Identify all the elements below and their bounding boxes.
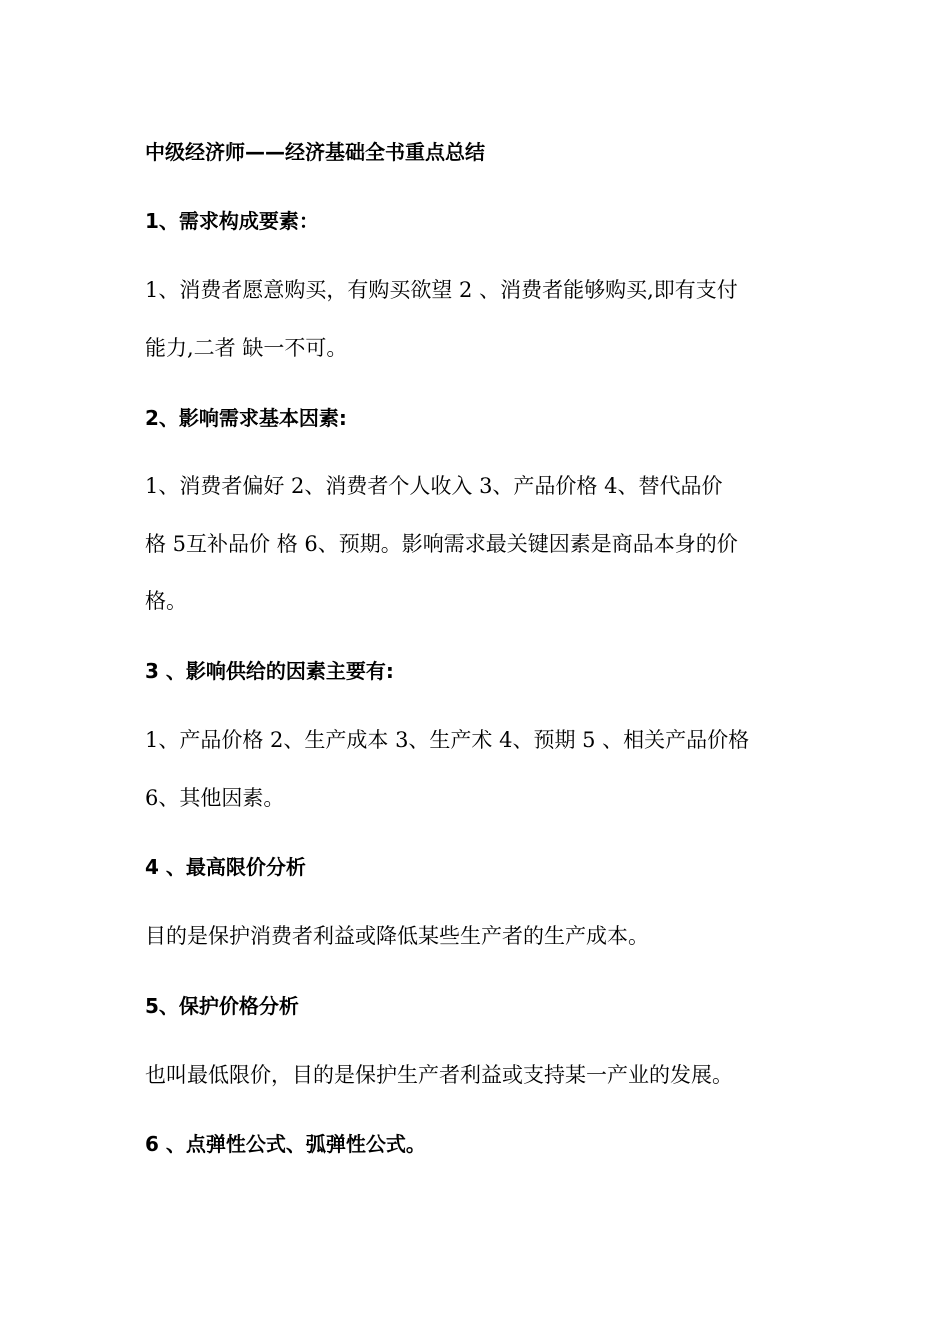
section-4-heading: 4 、最高限价分析 [145, 855, 306, 879]
section-3-line-1: 1、产品价格 2、生产成本 3、生产术 4、预期 5 、相关产品价格 [145, 728, 750, 752]
document-title: 中级经济师——经济基础全书重点总结 [145, 140, 485, 164]
section-5-heading: 5、保护价格分析 [145, 994, 299, 1018]
section-2-heading: 2、影响需求基本因素: [145, 406, 347, 430]
section-3-heading: 3 、影响供给的因素主要有: [145, 659, 394, 683]
section-6-heading: 6 、点弹性公式、弧弹性公式。 [145, 1132, 426, 1156]
section-2-line-2: 格 5互补品价 格 6、预期。影响需求最关键因素是商品本身的价 [145, 532, 738, 556]
section-1-heading: 1、需求构成要素： [145, 209, 319, 233]
section-5-line-1: 也叫最低限价，目的是保护生产者利益或支持某一产业的发展。 [145, 1063, 733, 1087]
section-1-line-2: 能力,二者 缺一不可。 [145, 336, 348, 360]
section-2-line-1: 1、消费者偏好 2、消费者个人收入 3、产品价格 4、替代品价 [145, 474, 723, 498]
section-2-line-3: 格。 [145, 589, 187, 613]
section-4-line-1: 目的是保护消费者利益或降低某些生产者的生产成本。 [145, 924, 649, 948]
section-1-line-1: 1、消费者愿意购买，有购买欲望 2 、消费者能够购买,即有支付 [145, 278, 738, 302]
section-3-line-2: 6、其他因素。 [145, 786, 285, 810]
